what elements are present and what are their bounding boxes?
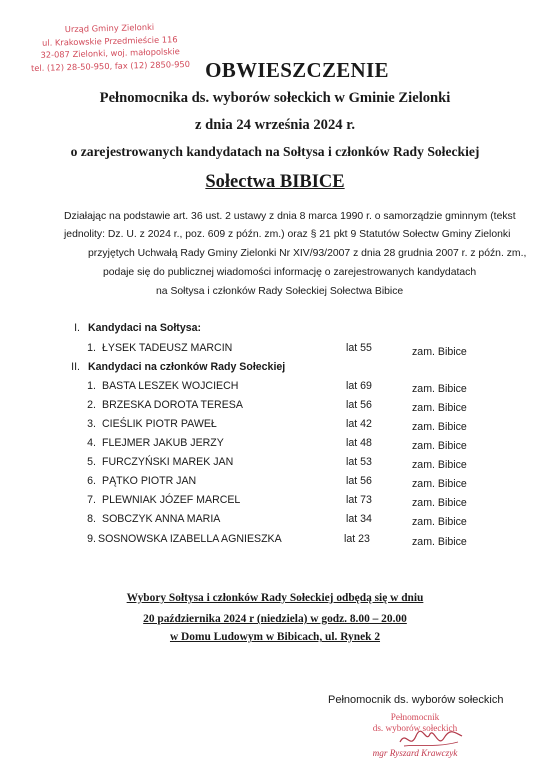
stamp-line-4: tel. (12) 28-50-950, fax (12) 2850-950	[30, 58, 191, 73]
subject-heading: o zarejestrowanych kandydatach na Sołtysa i członków Rady Sołeckiej	[70, 144, 480, 159]
candidate-row: 5. FURCZYŃSKI MAREK JAN lat 53 zam. Bibice	[87, 456, 467, 471]
election-info-line-2: 20 października 2024 r (niedziela) w godz. 8.00 – 20.00	[143, 613, 407, 625]
candidate-row: 9. SOSNOWSKA IZABELLA AGNIESZKA lat 23 zam. Bibice	[87, 533, 467, 548]
page-title: OBWIESZCZENIE	[205, 58, 389, 82]
candidate-row: 2. BRZESKA DOROTA TERESA lat 56 zam. Bibice	[87, 399, 467, 414]
intro-line-1: Działając na podstawie art. 36 ust. 2 ustawy z dnia 8 marca 1990 r. o samorządzie gminnym (tekst	[64, 211, 516, 222]
section-rada	[71, 361, 286, 373]
section-soltys	[74, 322, 202, 334]
election-info-line-3: w Domu Ludowym w Bibicach, ul. Rynek 2	[169, 631, 381, 643]
intro-line-3: przyjętych Uchwałą Rady Gminy Zielonki Nr XIV/93/2007 z dnia 28 grudnia 2007 r. z późn. zm.,	[88, 248, 527, 259]
signature-stamp-line-2: ds. wyborów sołeckich	[372, 723, 458, 733]
date-heading: z dnia 24 września 2024 r.	[195, 117, 355, 133]
intro-line-4: podaje się do publicznej wiadomości informację o zarejestrowanych kandydatach	[103, 267, 477, 278]
handwritten-signature	[396, 724, 466, 754]
candidate-row: 6. PĄTKO PIOTR JAN lat 56 zam. Bibice	[87, 475, 467, 490]
candidate-row: 4. FLEJMER JAKUB JERZY lat 48 zam. Bibice	[87, 437, 467, 452]
candidate-row: 7. PLEWNIAK JÓZEF MARCEL lat 73 zam. Bibice	[87, 494, 467, 509]
village-heading: Sołectwa BIBICE	[205, 172, 345, 192]
intro-line-2: jednolity: Dz. U. z 2024 r., poz. 609 z późn. zm.) oraz § 21 pkt 9 Statutów Sołectw Gminy Zielonki	[64, 229, 511, 240]
stamp-line-2: ul. Krakowskie Przedmieście 116	[41, 33, 178, 48]
candidate-row: 1. ŁYSEK TADEUSZ MARCIN lat 55 zam. Bibice	[87, 342, 467, 358]
intro-line-5: na Sołtysa i członków Rady Sołeckiej Sołectwa Bibice	[156, 286, 404, 297]
stamp-line-1: Urząd Gminy Zielonki	[64, 21, 155, 35]
candidate-row: 8. SOBCZYK ANNA MARIA lat 34 zam. Bibice	[87, 513, 467, 528]
issuer-heading: Pełnomocnika ds. wyborów sołeckich w Gminie Zielonki	[99, 90, 451, 106]
candidate-row: 3. CIEŚLIK PIOTR PAWEŁ lat 42 zam. Bibice	[87, 418, 467, 433]
signature-stamp-name: mgr Ryszard Krawczyk	[372, 748, 458, 758]
signature-stamp-line-1: Pełnomocnik	[390, 712, 440, 722]
stamp-line-3: 32-087 Zielonki, woj. małopolskie	[40, 46, 180, 61]
section-heading: Kandydaci na członków Rady Sołeckiej	[88, 361, 286, 373]
section-number: II.	[71, 361, 80, 373]
election-info-line-1: Wybory Sołtysa i członków Rady Sołeckiej odbędą się w dniu	[126, 592, 424, 604]
candidate-row: 1. BASTA LESZEK WOJCIECH lat 69 zam. Bibice	[87, 380, 467, 395]
section-number: I.	[74, 322, 80, 334]
signer-title: Pełnomocnik ds. wyborów sołeckich	[328, 694, 504, 706]
section-heading: Kandydaci na Sołtysa:	[88, 322, 202, 334]
